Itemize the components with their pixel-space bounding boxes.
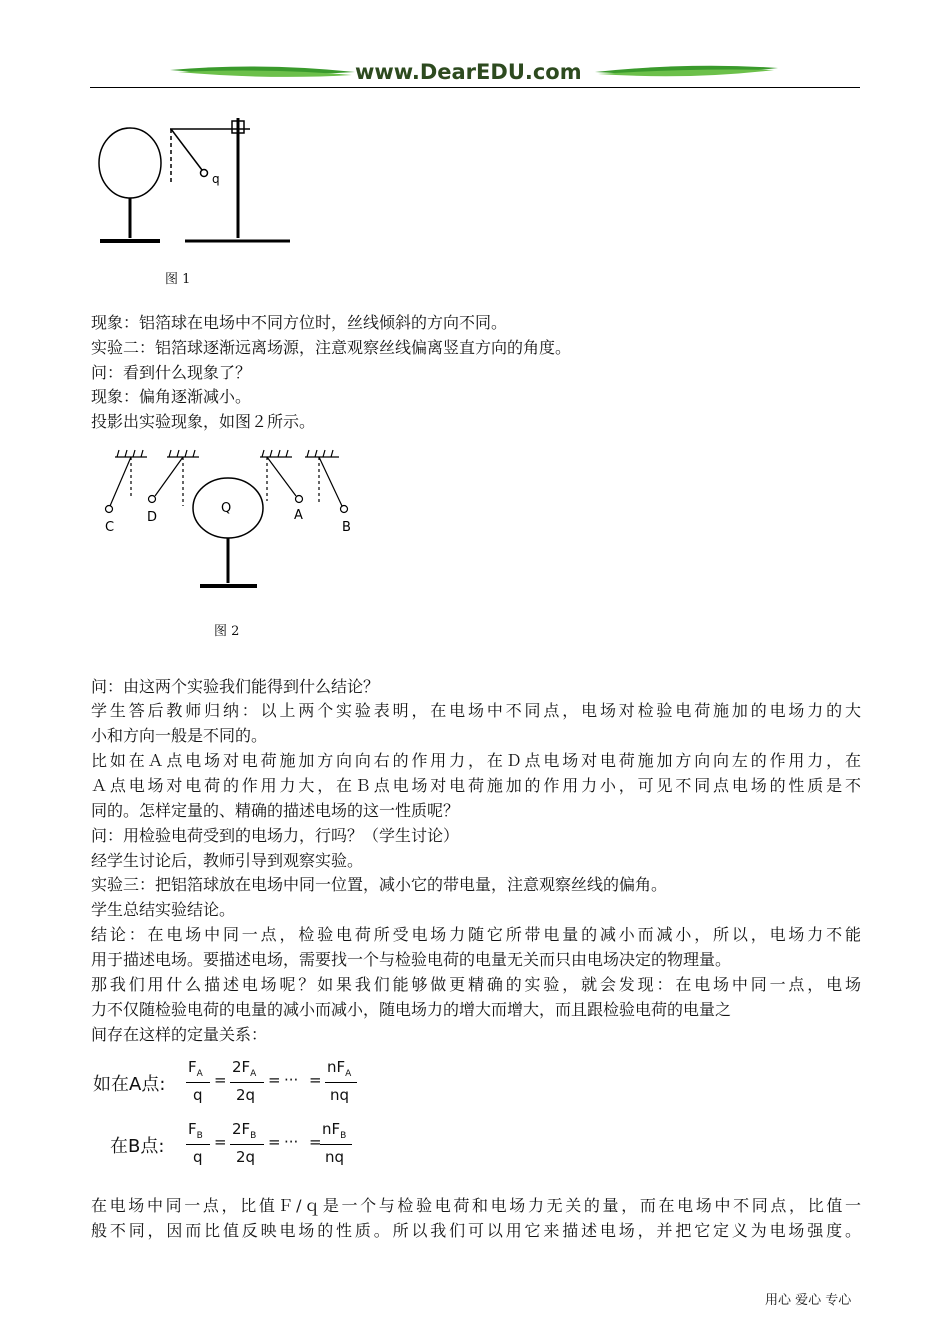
point-a-label: A: [294, 508, 303, 523]
eq-a-term2-num: $2F_A$: [232, 1058, 257, 1079]
support-b: [305, 450, 348, 513]
site-url: www.DearEDU.com: [355, 60, 582, 84]
equation-a-label: 如在A点:: [93, 1074, 166, 1095]
text-conclusion-line2: 用于描述电场。要描述电场，需要找一个与检验电荷的电量无关而只由电场决定的物理量。: [91, 950, 732, 969]
eq-b-bar1: [186, 1144, 210, 1145]
charge-q-label: q: [212, 172, 220, 186]
text-example-line1: 比如在Ａ点电场对电荷施加方向向右的作用力，在Ｄ点电场对电荷施加方向向左的作用力，在: [91, 751, 861, 770]
eq-a-bar2: [230, 1082, 264, 1083]
charge-q-ball: [201, 170, 208, 177]
figure-2-diagram: [95, 446, 365, 596]
eq-b-term1-den: q: [193, 1148, 203, 1166]
header-rule: [90, 87, 860, 88]
eq-b-bar2: [230, 1144, 264, 1145]
eq-a-sign3: =: [309, 1071, 322, 1089]
text-experiment-3: 实验三：把铝箔球放在电场中同一位置，减小它的带电量，注意观察丝线的偏角。: [91, 875, 668, 894]
text-question-1: 问：看到什么现象了？: [91, 363, 252, 382]
text-example-line2: Ａ点电场对电荷的作用力大，在Ｂ点电场对电荷施加的作用力小，可见不同点电场的性质是不: [91, 776, 861, 795]
equation-b-label: 在B点:: [110, 1136, 165, 1157]
eq-a-sign1: =: [214, 1071, 227, 1089]
eq-b-dots: ···: [284, 1133, 299, 1151]
eq-b-term2-den: 2q: [236, 1148, 256, 1166]
text-summary-line2: 小和方向一般是不同的。: [91, 726, 268, 745]
text-question-3: 问：用检验电荷受到的电场力，行吗？（学生讨论）: [91, 826, 460, 845]
text-precise-line1: 那我们用什么描述电场呢？如果我们能够做更精确的实验，就会发现：在电场中同一点，电场: [91, 975, 861, 994]
eq-b-term1-num: $F_B$: [188, 1120, 203, 1141]
text-experiment-2: 实验二：铝箔球逐渐远离场源，注意观察丝线偏离竖直方向的角度。: [91, 338, 572, 357]
eq-a-dots: ···: [284, 1071, 299, 1089]
eq-b-term2-num: $2F_B$: [232, 1120, 257, 1141]
figure-1-caption: 图 1: [165, 272, 191, 287]
text-phenomenon-2: 现象：偏角逐渐减小。: [91, 387, 252, 406]
figure-2-caption: 图 2: [214, 624, 240, 639]
text-example-line3: 同的。怎样定量的、精确的描述电场的这一性质呢？: [91, 801, 460, 820]
eq-a-term3-num: $nF_A$: [327, 1058, 352, 1079]
eq-b-sign2: =: [268, 1133, 281, 1151]
eq-a-term3-den: nq: [330, 1086, 350, 1104]
text-ratio-line1: 在电场中同一点，比值Ｆ/ｑ是一个与检验电荷和电场力无关的量，而在电场中不同点，比值一: [91, 1196, 861, 1215]
point-c-label: C: [105, 520, 115, 535]
eq-a-term2-den: 2q: [236, 1086, 256, 1104]
footer-motto: 用心 爱心 专心: [765, 1293, 852, 1308]
text-projection: 投影出实验现象，如图２所示。: [91, 412, 316, 431]
eq-a-bar1: [186, 1082, 210, 1083]
pendulum-stand: [170, 118, 290, 241]
point-q-label: Q: [221, 501, 232, 516]
charged-sphere: [99, 128, 161, 198]
text-phenomenon-1: 现象：铝箔球在电场中不同方位时，丝线倾斜的方向不同。: [91, 313, 508, 332]
text-summary-line1: 学生答后教师归纳：以上两个实验表明，在电场中不同点，电场对检验电荷施加的电场力的大: [91, 701, 861, 720]
eq-a-bar3: [325, 1082, 357, 1083]
figure-1-diagram: [90, 110, 320, 260]
eq-b-sign3: =: [309, 1133, 322, 1151]
point-d-label: D: [147, 510, 158, 525]
source-sphere-q: [193, 478, 263, 586]
support-a: [260, 450, 303, 503]
eq-a-term1-num: $F_A$: [188, 1058, 203, 1079]
eq-b-bar3: [320, 1144, 352, 1145]
text-student-summary: 学生总结实验结论。: [91, 900, 236, 919]
text-question-2: 问：由这两个实验我们能得到什么结论？: [91, 677, 380, 696]
eq-a-sign2: =: [268, 1071, 281, 1089]
conductor-sphere-stand: [99, 128, 161, 241]
eq-b-sign1: =: [214, 1133, 227, 1151]
text-ratio-line2: 般不同，因而比值反映电场的性质。所以我们可以用它来描述电场，并把它定义为电场强度。: [91, 1221, 861, 1240]
eq-b-term3-num: $nF_B$: [322, 1120, 347, 1141]
point-b-label: B: [342, 520, 351, 535]
text-precise-line3: 间存在这样的定量关系：: [91, 1025, 268, 1044]
support-c: [106, 450, 148, 513]
support-d: [149, 450, 200, 506]
text-guidance: 经学生讨论后，教师引导到观察实验。: [91, 851, 364, 870]
eq-a-term1-den: q: [193, 1086, 203, 1104]
text-precise-line2: 力不仅随检验电荷的电量的减小而减小，随电场力的增大而增大，而且跟检验电荷的电量之: [91, 1000, 732, 1019]
text-conclusion-line1: 结论：在电场中同一点，检验电荷所受电场力随它所带电量的减小而减小，所以，电场力不能: [91, 925, 861, 944]
eq-b-term3-den: nq: [325, 1148, 345, 1166]
